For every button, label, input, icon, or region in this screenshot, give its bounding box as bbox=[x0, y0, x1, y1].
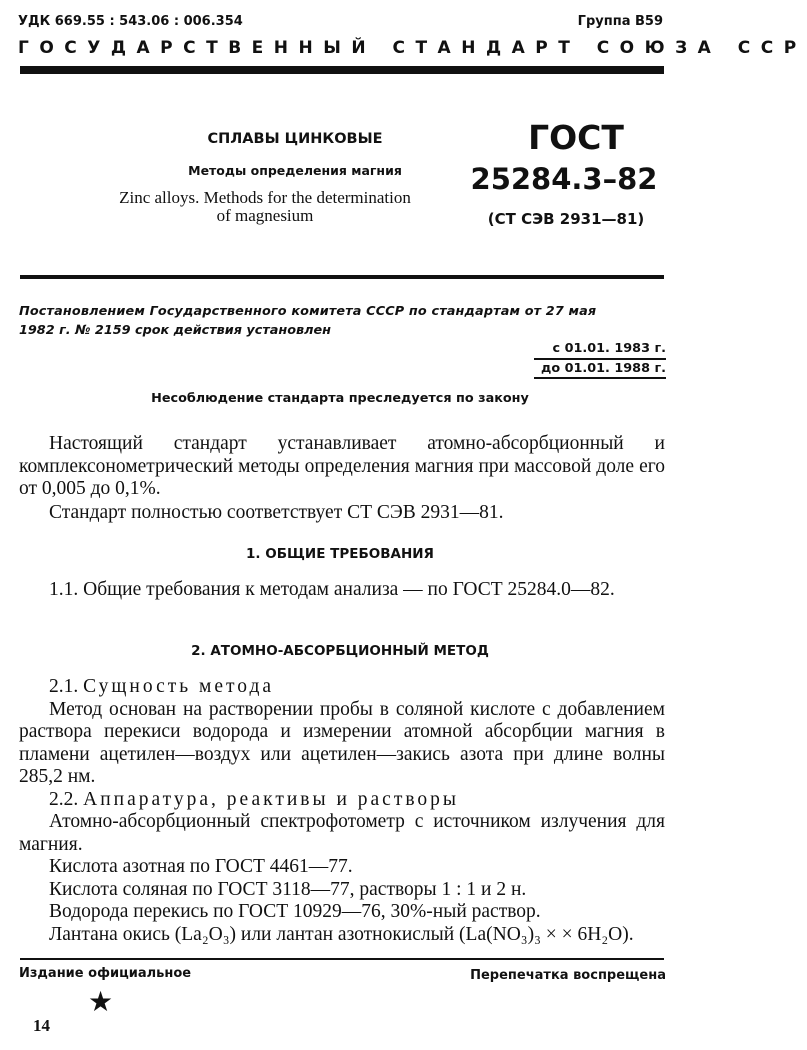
document-subtitle-en-2: of magnesium bbox=[216, 206, 314, 225]
date-underline-2 bbox=[534, 377, 666, 379]
section-1-heading: 1. ОБЩИЕ ТРЕБОВАНИЯ bbox=[246, 546, 434, 562]
intro-paragraph-2: Стандарт полностью соответствует СТ СЭВ 2931—81. bbox=[49, 501, 504, 523]
intro-section bbox=[19, 433, 665, 524]
intro-paragraph-1: Настоящий стандарт устанавливает атомно-абсорбционный и комплексонометрический методы определения магния при массовой доле его от 0,005 до 0,1%. bbox=[19, 433, 665, 499]
reprint-prohibited-label: Перепечатка воспрещена bbox=[470, 968, 666, 983]
reagent-item: Атомно-абсорбционный спектрофотометр с источником излучения для магния. bbox=[19, 811, 665, 855]
law-notice: Несоблюдение стандарта преследуется по закону bbox=[151, 391, 529, 406]
reagent-item: Лантана окись (La₂O₃) или лантан азотнокислый (La(NO₃)₃ × × 6H₂O). bbox=[49, 923, 634, 945]
official-edition-label: Издание официальное bbox=[19, 966, 192, 981]
reagent-item: Кислота азотная по ГОСТ 4461—77. bbox=[49, 856, 353, 877]
udk-code: УДК 669.55 : 543.06 : 006.354 bbox=[18, 14, 243, 29]
group-code: Группа В59 bbox=[577, 14, 663, 29]
clause-2-1-title: Сущность метода bbox=[83, 676, 275, 697]
decree-line-1: Постановлением Государственного комитета СССР по стандартам от 27 мая bbox=[19, 304, 597, 319]
clause-2-1-text: Метод основан на растворении пробы в соляной кислоте с добавлением раствора перекиси водорода и измерении атомной абсорбции магния в пламени ацетилен—воздух или ацетилен—закись азота при длине волны 285,2 нм. bbox=[19, 698, 665, 787]
section-2-heading: 2. АТОМНО-АБСОРБЦИОННЫЙ МЕТОД bbox=[191, 643, 489, 659]
state-standard-title: ГОСУДАРСТВЕННЫЙ СТАНДАРТ СОЮЗА ССР bbox=[18, 38, 807, 58]
effective-date-from: с 01.01. 1983 г. bbox=[552, 341, 666, 356]
star-icon: ★ bbox=[88, 987, 114, 1018]
date-underline-1 bbox=[534, 358, 666, 360]
st-sev-reference: (СТ СЭВ 2931—81) bbox=[487, 210, 645, 228]
document-subtitle-en-1: Zinc alloys. Methods for the determination bbox=[119, 188, 411, 207]
clause-2-1-heading bbox=[19, 676, 665, 699]
clause-2-2-title: Аппаратура, реактивы и растворы bbox=[83, 788, 460, 810]
clause-2-1-number: 2.1. bbox=[49, 676, 79, 697]
reagent-item: Водорода перекись по ГОСТ 10929—76, 30%-ный раствор. bbox=[49, 901, 541, 922]
clause-1-1: 1.1. Общие требования к методам анализа — по ГОСТ 25284.0—82. bbox=[49, 579, 615, 600]
gost-label: ГОСТ bbox=[528, 118, 624, 157]
section-1-body bbox=[19, 579, 665, 602]
effective-date-to: до 01.01. 1988 г. bbox=[541, 361, 666, 376]
clause-2-2-heading bbox=[19, 789, 665, 812]
section-2-body bbox=[19, 676, 665, 946]
title-rule bbox=[20, 275, 664, 279]
decree-line-2: 1982 г. № 2159 срок действия установлен bbox=[19, 323, 331, 338]
page-number: 14 bbox=[33, 1016, 50, 1035]
document-title: СПЛАВЫ ЦИНКОВЫЕ bbox=[207, 131, 383, 147]
clause-2-2-number: 2.2. bbox=[49, 788, 79, 810]
header-rule bbox=[20, 66, 664, 74]
gost-number: 25284.3–82 bbox=[470, 162, 658, 196]
document-subtitle-ru: Методы определения магния bbox=[188, 163, 402, 178]
footer-rule bbox=[20, 958, 664, 960]
reagent-item: Кислота соляная по ГОСТ 3118—77, растворы 1 : 1 и 2 н. bbox=[49, 878, 527, 900]
